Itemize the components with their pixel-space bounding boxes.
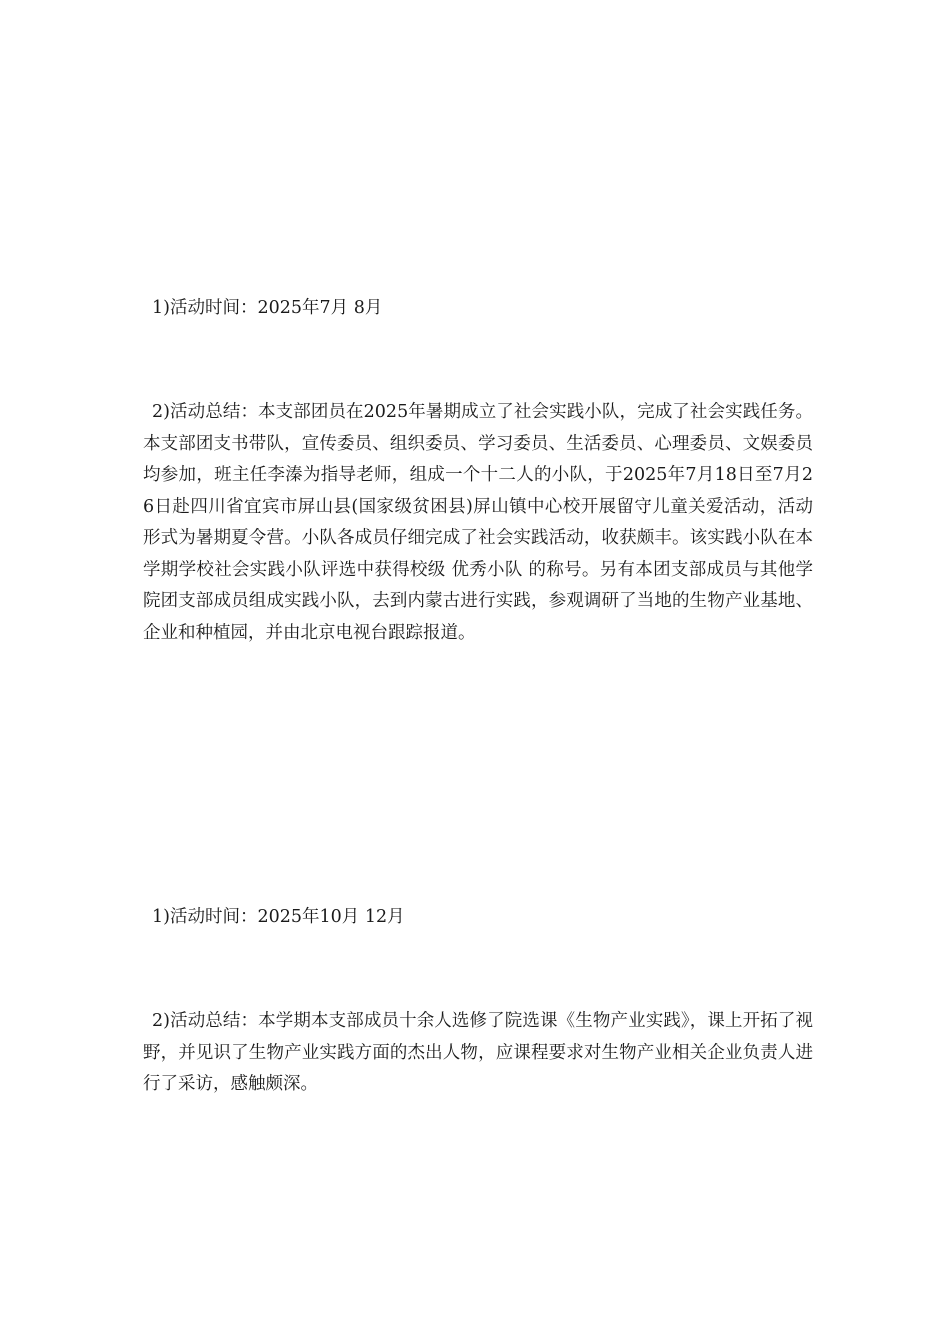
activity-time-2: 1)活动时间：2025年10月 12月 [152,907,405,927]
activity-summary-2: 2)活动总结：本学期本支部成员十余人选修了院选课《生物产业实践》，课上开拓了视野，并见识了生物产业实践方面的杰出人物，应课程要求对生物产业相关企业负责人进行了采访，感触颇深。 [143,1011,813,1094]
activity-time-1: 1)活动时间：2025年7月 8月 [152,298,383,318]
activity-summary-1: 2)活动总结：本支部团员在2025年暑期成立了社会实践小队，完成了社会实践任务。本支部团支书带队，宣传委员、组织委员、学习委员、生活委员、心理委员、文娱委员均参加，班主任李溱为指导老师，组成一个十二人的小队，于2025年7月18日至7月26日赴四川省宜宾市屏山县(国家级贫困县)屏山镇中心校开展留守儿童关爱活动，活动形式为暑期夏令营。小队各成员仔细完成了社会实践活动，收获颇丰。该实践小队在本学期学校社会实践小队评选中获得校级 优秀小队 的称号。另有本团支部成员与其他学院团支部成员组成实践小队，去到内蒙古进行实践，参观调研了当地的生物产业基地、企业和种植园，并由北京电视台跟踪报道。 [143,402,813,643]
